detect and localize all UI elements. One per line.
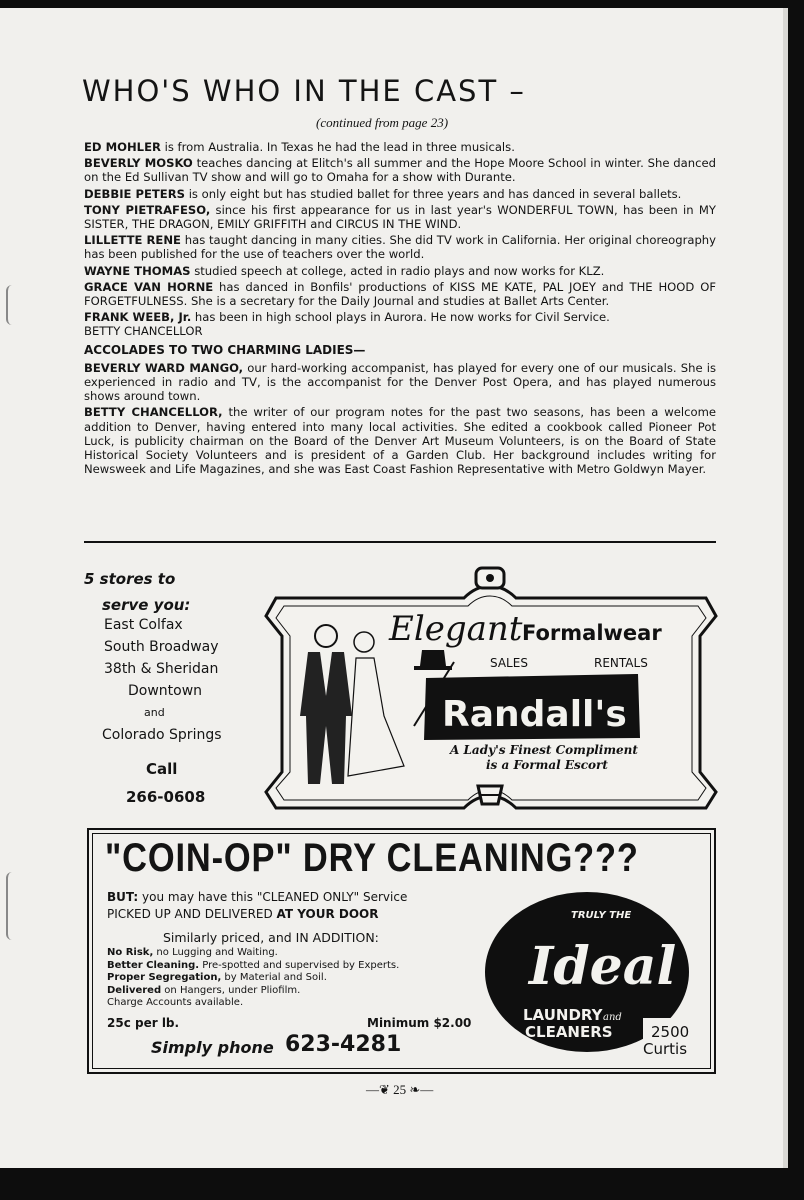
store-location: and <box>144 706 165 719</box>
pickup-text: PICKED UP AND DELIVERED <box>107 907 277 921</box>
your-door-text: AT YOUR DOOR <box>276 907 379 921</box>
elegant-script: Elegant <box>389 609 523 649</box>
bio-text: is from Australia. In Texas he had the lead in three musicals. <box>160 140 515 154</box>
bio-name: DEBBIE PETERS <box>84 186 186 201</box>
store-location: Colorado Springs <box>102 727 222 743</box>
section-divider <box>84 541 716 543</box>
bio-name: LILLETTE RENE <box>84 233 181 248</box>
bio-paragraph <box>84 156 716 184</box>
bio-name: TONY PIETRAFESO, <box>84 202 211 217</box>
serve-heading: serve you: <box>102 596 191 614</box>
logo-cleaners: CLEANERS <box>525 1023 613 1041</box>
bio-text: studied speech at college, acted in radio plays and now works for KLZ. <box>190 263 605 278</box>
cleaning-headline: "COIN-OP" DRY CLEANING??? <box>105 836 639 880</box>
randalls-ad <box>264 566 718 816</box>
accolade-paragraph <box>84 405 716 476</box>
sales-label: SALES <box>490 656 528 670</box>
bio-paragraph <box>84 280 716 308</box>
stores-heading: 5 stores to <box>84 570 176 588</box>
bio-text: teaches dancing at Elitch's all summer and the Hope Moore School in winter. She danced on the Ed Sullivan TV show and will go to Omaha for a show with Durante. <box>84 156 716 185</box>
bio-text: has been in high school plays in Aurora. He now works for Civil Service. <box>191 310 610 325</box>
pickup-line <box>107 907 379 921</box>
binding-stitch <box>6 872 18 940</box>
page-edge <box>783 8 788 1168</box>
store-list <box>84 570 222 806</box>
ideal-logo <box>483 888 708 1060</box>
bottom-ornament <box>478 786 502 804</box>
bio-name: WAYNE THOMAS <box>84 263 191 278</box>
accolades-heading: ACCOLADES TO TWO CHARMING LADIES— <box>84 342 366 357</box>
logo-truly: TRULY THE <box>571 910 632 921</box>
logo-and: and <box>603 1012 622 1023</box>
tagline-line-1: A Lady's Finest Compliment <box>450 743 638 757</box>
bio-text: since his first appearance for us in last year's WONDERFUL TOWN, has been in MY SISTER, THE DRAGON, EMILY GRIFFITH and CIRCUS IN THE WIND. <box>84 202 717 232</box>
tagline-line-2: is a Formal Escort <box>486 758 608 772</box>
store-location: South Broadway <box>104 639 219 655</box>
address-street: Curtis <box>643 1040 688 1058</box>
accolade-text: our hard-working accompanist, has played for every one of our musicals. She is experienced in radio and TV, is the accompanist for the Denver Post Opera, and has played numerous shows around town. <box>84 360 716 404</box>
ornament-right-icon: ❧— <box>406 1082 434 1097</box>
feature-item: Proper Segregation, by Material and Soil. <box>107 972 327 983</box>
formalwear-label: Formalwear <box>522 621 662 645</box>
logo-laundry: LAUNDRY <box>523 1006 603 1024</box>
bio-text: is only eight but has studied ballet for three years and has danced in several ballets. <box>185 186 682 201</box>
rentals-label: RENTALS <box>594 656 648 670</box>
store-location: East Colfax <box>104 617 183 633</box>
bio-name: GRACE VAN HORNE <box>84 279 214 294</box>
bio-paragraph <box>84 310 716 324</box>
bio-text: has danced in Bonfils' productions of KISS ME KATE, PAL JOEY and THE HOOD OF FORGETFULNESS. She is a secretary for the Daily Journal and studies at Ballet Arts Center. <box>84 279 716 309</box>
cleaning-ad <box>87 828 716 1074</box>
bio-name: BEVERLY MOSKO <box>84 156 193 171</box>
bio-paragraph <box>84 233 716 261</box>
similarly-line: Similarly priced, and IN ADDITION: <box>163 930 379 945</box>
accolade-text: the writer of our program notes for the past two seasons, has been a welcome addition to Denver, having entered into many local activities. She edited a cookbook called Pioneer Pot Luck, is publicity chairman on the Board of the Denver Art Museum Volunteers, is on the Board of State Historical Society Volunteers and is president of a Garden Club. Her background includes writing for Newsweek and Life Magazines, and she was East Coast Fashion Representative with Metro Goldwyn Mayer. <box>84 405 716 477</box>
bio-paragraph <box>84 140 716 154</box>
bio-paragraph <box>84 264 716 278</box>
store-phone: 266-0608 <box>126 788 206 806</box>
call-label: Call <box>146 760 178 778</box>
accolade-paragraph <box>84 361 716 404</box>
bio-text: has taught dancing in many cities. She did TV work in California. Her original choreography has been published for the use of teachers over the world. <box>84 233 717 262</box>
address-number: 2500 <box>651 1023 690 1041</box>
feature-list <box>107 947 399 1010</box>
price-label: 25c per lb. <box>107 1016 180 1030</box>
feature-item: Better Cleaning. Pre-spotted and supervised by Experts. <box>107 959 400 971</box>
page-number <box>366 1082 433 1098</box>
continued-note: (continued from page 23) <box>316 115 449 130</box>
feature-item: No Risk, no Lugging and Waiting. <box>107 947 278 958</box>
binding-stitch <box>6 285 18 325</box>
brand-name: Randall's <box>442 694 627 735</box>
bio-paragraph <box>84 203 716 231</box>
cast-bios <box>84 140 716 478</box>
but-label: BUT: <box>107 890 139 904</box>
feature-item: Delivered on Hangers, under Pliofilm. <box>107 984 301 996</box>
logo-ideal: Ideal <box>529 936 677 997</box>
bio-name: ED MOHLER <box>84 140 161 154</box>
feature-item: Charge Accounts available. <box>107 997 244 1008</box>
minimum-label: Minimum $2.00 <box>367 1016 472 1030</box>
ornament-left-icon: —❦ <box>366 1082 394 1097</box>
but-text: you may have this "CLEANED ONLY" Service <box>138 890 408 904</box>
but-line <box>107 890 407 904</box>
accolade-name: BETTY CHANCELLOR, <box>84 405 223 420</box>
page-number-value: 25 <box>393 1082 407 1097</box>
simply-phone-label: Simply phone <box>151 1038 274 1057</box>
signature: BETTY CHANCELLOR <box>84 324 203 339</box>
accolade-name: BEVERLY WARD MANGO, <box>84 360 244 375</box>
bio-paragraph <box>84 187 716 201</box>
store-location: 38th & Sheridan <box>104 661 219 677</box>
cleaning-phone: 623-4281 <box>285 1032 402 1057</box>
store-location: Downtown <box>128 683 203 699</box>
crown-ornament <box>476 568 504 588</box>
page-title: WHO'S WHO IN THE CAST – <box>82 74 526 108</box>
bio-name: FRANK WEEB, Jr. <box>84 310 192 325</box>
